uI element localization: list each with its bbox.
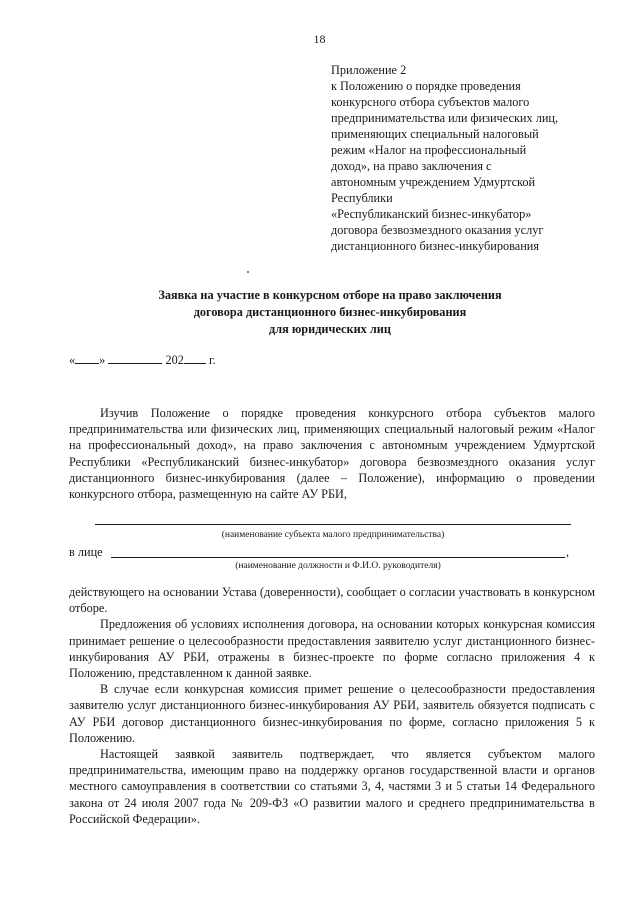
- paragraph-confirmation: Настоящей заявкой заявитель подтверждает, что является субъектом малого предпринимательства, имеющим право на поддержку органов государственной власти и органов местного самоуправления в соответствии со статьями 3, 4, частями 3 и 5 статьи 14 Федерального закона от 24 июля 2007 года № 209-ФЗ «О развитии малого и среднего предпринимательства в Российской Федерации».: [69, 747, 595, 826]
- year-blank[interactable]: [184, 351, 206, 364]
- day-blank[interactable]: [75, 351, 99, 364]
- appendix-line: режим «Налог на профессиональный: [331, 143, 527, 157]
- scan-dot: [247, 271, 249, 273]
- appendix-title: Приложение 2: [331, 63, 407, 77]
- document-heading: [70, 287, 590, 338]
- appendix-block: [331, 62, 589, 254]
- entity-name-caption: (наименование субъекта малого предпринимательства): [221, 530, 445, 540]
- paragraph-obligation: В случае если конкурсная комиссия примет решение о целесообразности предоставления заявителю услуг дистанционного бизнес-инкубирования АУ РБИ, заявитель обязуется подписать с АУ РБИ договор дистанционного бизнес-инкубирования по форме, согласно приложения 5 к Положению.: [69, 682, 595, 745]
- page-number: 18: [313, 32, 326, 46]
- appendix-line: конкурсного отбора субъектов малого: [331, 95, 530, 109]
- appendix-line: к Положению о порядке проведения: [331, 79, 521, 93]
- intro-paragraph: Изучив Положение о порядке проведения конкурсного отбора субъектов малого предпринимательства или физических лиц, применяющих специальный налоговый режим «Налог на профессиональный доход», на право заключения с автономным учреждением Удмуртской Республики «Республиканский бизнес-инкубатор» договора безвозмездного оказания услуг дистанционного бизнес-инкубирования (далее – Положение), информацию о проведении конкурсного отбора, размещенную на сайте АУ РБИ,: [69, 406, 595, 502]
- entity-name-line[interactable]: [95, 524, 571, 525]
- date-close-quote: »: [99, 353, 106, 367]
- heading-line: договора дистанционного бизнес-инкубирования: [193, 305, 467, 319]
- month-blank[interactable]: [108, 351, 162, 364]
- appendix-line: доход», на право заключения с: [331, 159, 492, 173]
- appendix-line: договора безвозмездного оказания услуг: [331, 223, 544, 237]
- appendix-line: Республики: [331, 191, 393, 205]
- date-line: [69, 351, 216, 368]
- paragraph-proposals: Предложения об условиях исполнения договора, на основании которых конкурсная комиссия принимает решение о целесообразности предоставления заявителю услуг дистанционного бизнес-инкубирования АУ РБИ, отражены в бизнес-проекте по форме согласно приложения 4 к Положению, представленном к данной заявке.: [69, 617, 595, 681]
- appendix-line: предпринимательства или физических лиц,: [331, 111, 559, 125]
- year-prefix: 202: [165, 353, 184, 367]
- main-paragraphs: [69, 584, 595, 827]
- paragraph-acting: действующего на основании Устава (доверенности), сообщает о согласии участвовать в конкурсном отборе.: [69, 585, 595, 616]
- appendix-line: дистанционного бизнес-инкубирования: [331, 239, 540, 253]
- year-suffix: г.: [209, 353, 216, 367]
- in-person-comma: ,: [566, 545, 570, 559]
- appendix-line: автономным учреждением Удмуртской: [331, 175, 536, 189]
- head-name-caption: (наименование должности и Ф.И.О. руководителя): [235, 561, 441, 571]
- in-person-label: в лице: [69, 545, 103, 559]
- heading-line: Заявка на участие в конкурсном отборе на право заключения: [158, 288, 502, 302]
- appendix-line: применяющих специальный налоговый: [331, 127, 539, 141]
- intro-paragraph-block: [69, 405, 595, 502]
- appendix-line: «Республиканский бизнес-инкубатор»: [331, 207, 532, 221]
- heading-line: для юридических лиц: [269, 322, 391, 336]
- date-open-quote: «: [69, 353, 76, 367]
- head-name-line[interactable]: [111, 557, 565, 558]
